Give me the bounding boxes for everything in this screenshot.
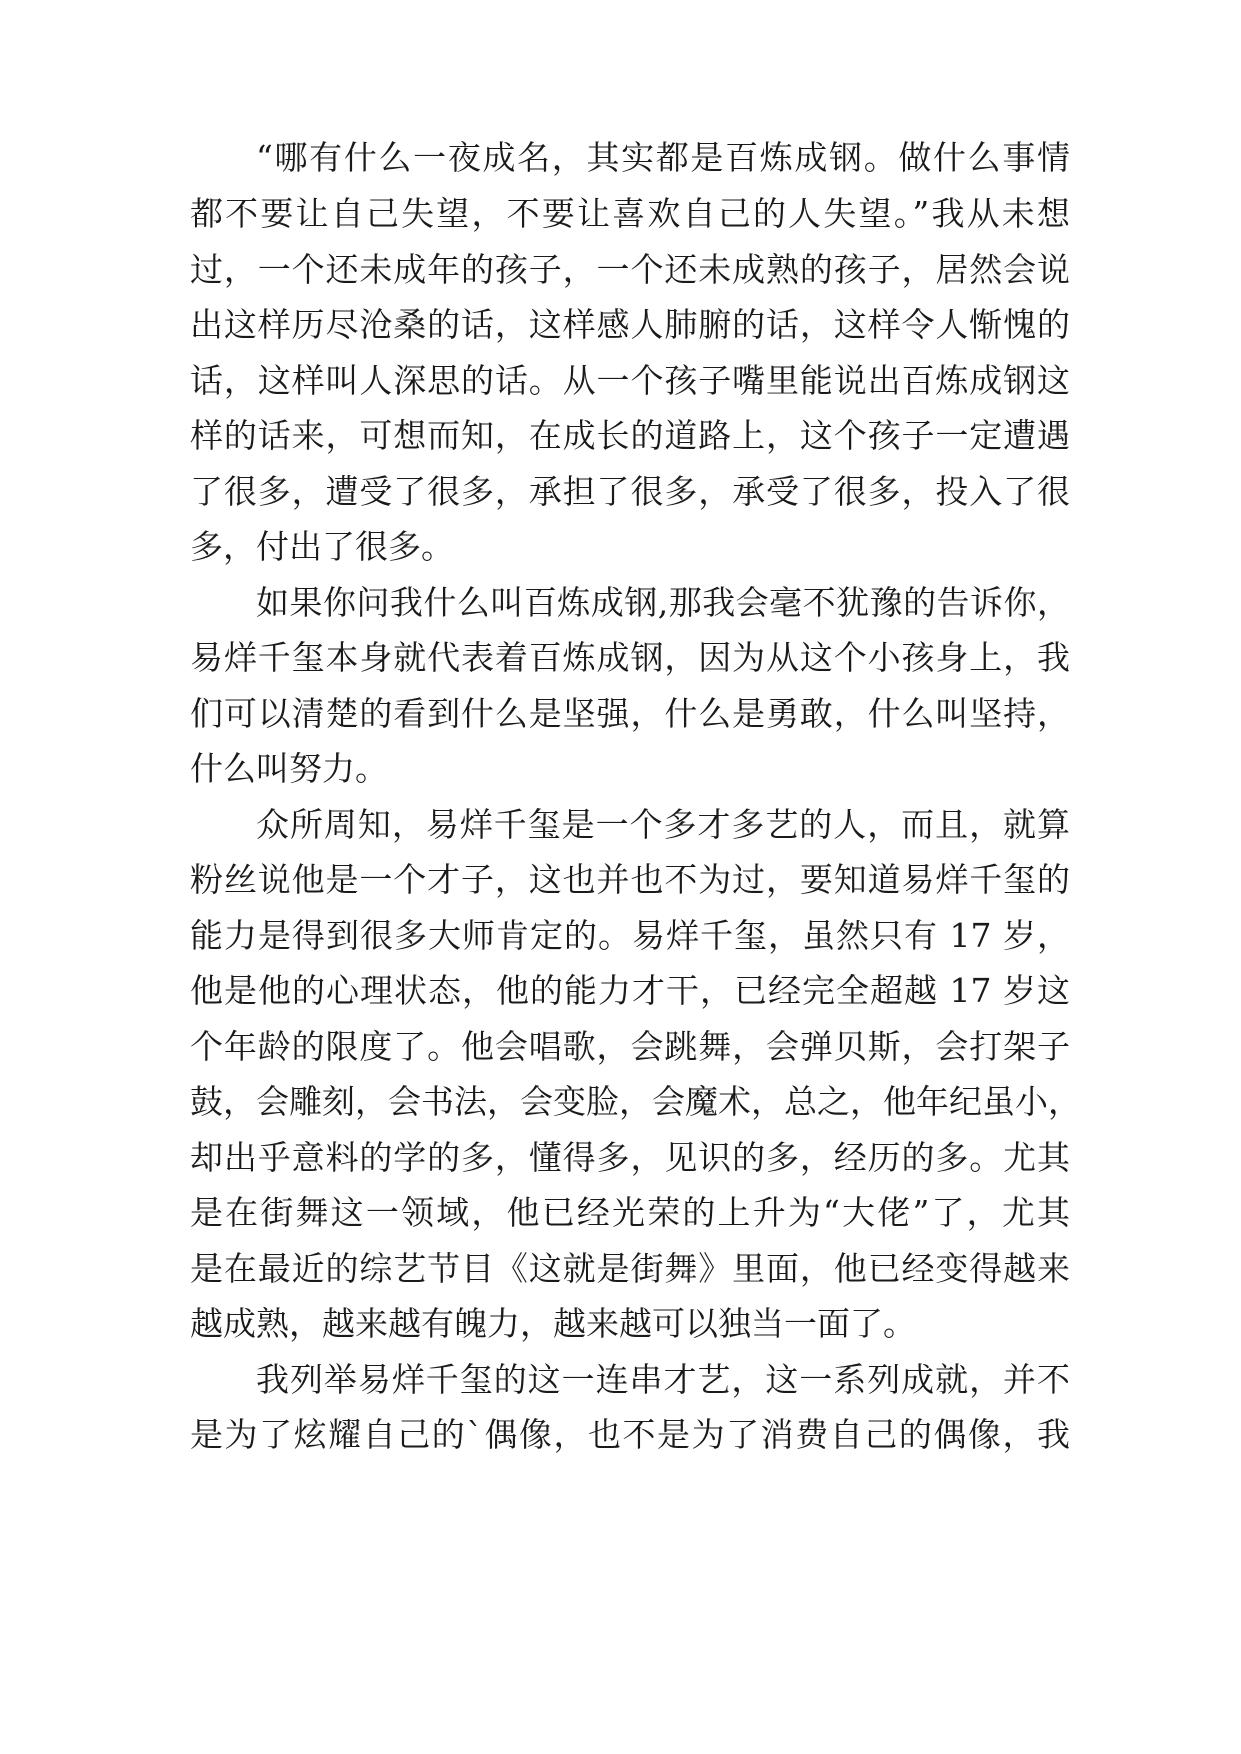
- paragraph-1-line-1: “哪有什么一夜成名，其实都是百炼成钢。做什么事情: [256, 138, 1070, 177]
- paragraph-3-line-9: 是在最近的综艺节目《这就是街舞》里面，他已经变得越来: [190, 1249, 1070, 1288]
- paragraph-4-line-1: 我列举易烊千玺的这一连串才艺，这一系列成就，并不: [256, 1360, 1070, 1399]
- paragraph-1-line-2: 都不要让自己失望，不要让喜欢自己的人失望。”我从未想: [190, 194, 1070, 233]
- paragraph-1-line-8: 多，付出了很多。: [190, 527, 454, 566]
- paragraph-2-line-1: 如果你问我什么叫百炼成钢,那我会毫不犹豫的告诉你，: [256, 583, 1070, 622]
- paragraph-1-line-3: 过，一个还未成年的孩子，一个还未成熟的孩子，居然会说: [190, 250, 1070, 289]
- paragraph-1-line-7: 了很多，遭受了很多，承担了很多，承受了很多，投入了很: [190, 472, 1070, 511]
- paragraph-3-line-6: 鼓，会雕刻，会书法，会变脸，会魔术，总之，他年纪虽小，: [190, 1082, 1081, 1121]
- paragraph-3-line-7: 却出乎意料的学的多，懂得多，见识的多，经历的多。尤其: [190, 1138, 1070, 1177]
- paragraph-3-line-8: 是在街舞这一领域，他已经光荣的上升为“大佬”了，尤其: [190, 1193, 1070, 1232]
- paragraph-3-line-10: 越成熟，越来越有魄力，越来越可以独当一面了。: [190, 1304, 916, 1343]
- paragraph-3-line-3: 能力是得到很多大师肯定的。易烊千玺，虽然只有 17 岁，: [190, 916, 1070, 955]
- paragraph-3-line-1: 众所周知，易烊千玺是一个多才多艺的人，而且，就算: [256, 805, 1070, 844]
- paragraph-3-line-2: 粉丝说他是一个才子，这也并也不为过，要知道易烊千玺的: [190, 860, 1070, 899]
- paragraph-1-line-4: 出这样历尽沧桑的话，这样感人肺腑的话，这样令人惭愧的: [190, 305, 1070, 344]
- paragraph-1-line-5: 话，这样叫人深思的话。从一个孩子嘴里能说出百炼成钢这: [190, 361, 1070, 400]
- paragraph-2-line-4: 什么叫努力。: [190, 749, 388, 788]
- paragraph-1-line-6: 样的话来，可想而知，在成长的道路上，这个孩子一定遭遇: [190, 416, 1070, 455]
- paragraph-3-line-4: 他是他的心理状态，他的能力才干，已经完全超越 17 岁这: [190, 971, 1070, 1010]
- paragraph-2-line-3: 们可以清楚的看到什么是坚强，什么是勇敢，什么叫坚持，: [190, 694, 1070, 733]
- paragraph-4-line-2: 是为了炫耀自己的`偶像，也不是为了消费自己的偶像，我: [190, 1415, 1070, 1454]
- paragraph-3-line-5: 个年龄的限度了。他会唱歌，会跳舞，会弹贝斯，会打架子: [190, 1027, 1070, 1066]
- paragraph-2-line-2: 易烊千玺本身就代表着百炼成钢，因为从这个小孩身上，我: [190, 638, 1070, 677]
